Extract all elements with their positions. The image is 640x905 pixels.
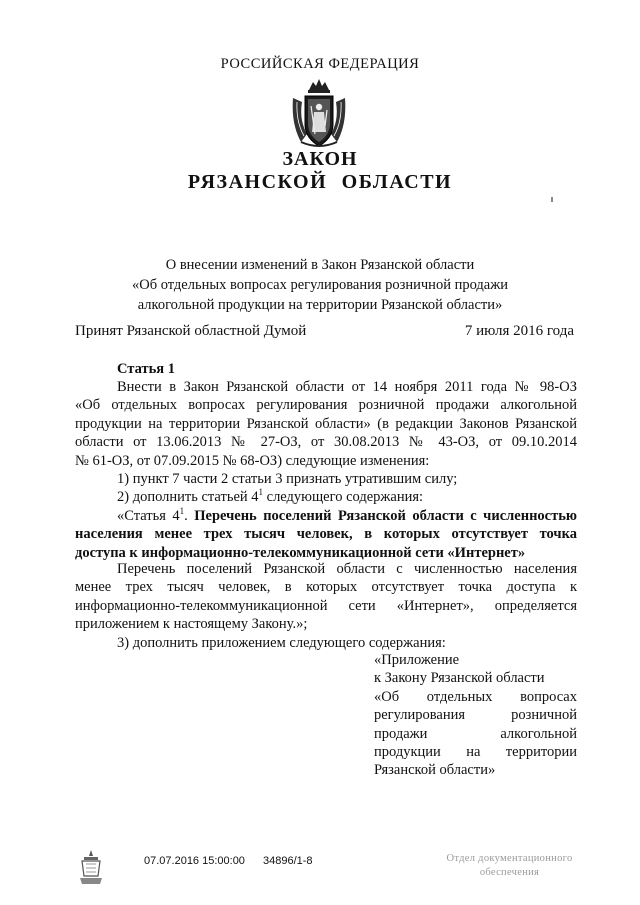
- new-article-title-line: доступа к информационно-телекоммуникационной сети «Интернет»: [75, 544, 526, 561]
- appendix-line: «Приложение: [374, 652, 460, 668]
- law-subject: [0, 255, 640, 315]
- list-item: 3) дополнить приложением следующего содержания:: [117, 634, 446, 651]
- footer-dept-line: Отдел документационного: [446, 853, 573, 864]
- new-article-title: Перечень поселений Рязанской области с численностью: [194, 507, 577, 524]
- superscript: 1: [179, 506, 185, 516]
- article-1-section: [75, 360, 577, 378]
- subject-line: «Об отдельных вопросах регулирования розничной продажи: [131, 277, 509, 293]
- new-article-title-line: населения менее трех тысяч человек, в которых отсутствует точка: [75, 526, 577, 543]
- new-article-prefix: «Статья 4: [117, 507, 180, 524]
- paragraph-line: № 61-ОЗ, от 07.09.2015 № 68-ОЗ) следующие изменения:: [75, 452, 430, 469]
- subject-line: алкогольной продукции на территории Рязанской области»: [137, 297, 503, 313]
- list-item: [75, 488, 577, 506]
- new-article-heading: [75, 507, 577, 525]
- coat-of-arms-icon: [287, 76, 351, 150]
- footer-registration-number: 34896/1-8: [263, 855, 313, 867]
- paragraph-line: области от 13.06.2013 № 27-ОЗ, от 30.08.2013 № 43-ОЗ, от 09.10.2014: [75, 434, 577, 451]
- document-type-title: ЗАКОН: [282, 148, 358, 170]
- list-item-text: 2) дополнить статьей 4: [117, 489, 259, 506]
- article-1-body: [75, 378, 577, 562]
- appendix-line: продажи алкогольной: [374, 725, 577, 742]
- superscript: 1: [258, 487, 264, 498]
- list-item-text: следующего содержания:: [263, 489, 424, 506]
- paragraph-line: Внести в Закон Рязанской области от 14 ноября 2011 года № 98-ОЗ: [117, 379, 577, 395]
- article-4-1-body: [75, 560, 577, 652]
- appendix-line: к Закону Рязанской области: [374, 670, 545, 687]
- country-heading: РОССИЙСКАЯ ФЕДЕРАЦИЯ: [220, 56, 420, 72]
- paragraph-line: Перечень поселений Рязанской области с численностью населения: [117, 561, 577, 577]
- paragraph-line: менее трех тысяч человек, в которых отсутствует точка доступа к: [75, 579, 577, 596]
- article-title: Статья 1: [117, 361, 175, 377]
- registration-stamp-icon: [78, 848, 104, 886]
- subject-line: О внесении изменений в Закон Рязанской области: [165, 257, 475, 273]
- scan-speck: [551, 197, 553, 202]
- adopted-date: 7 июля 2016 года: [464, 323, 574, 339]
- list-item: 1) пункт 7 части 2 статьи 3 признать утратившим силу;: [117, 470, 458, 487]
- appendix-line: продукции на территории: [374, 743, 577, 760]
- paragraph-line: информационно-телекоммуникационной сети «Интернет», определяется: [75, 597, 577, 614]
- region-title: РЯЗАНСКОЙ ОБЛАСТИ: [187, 171, 453, 193]
- paragraph-line: приложением к настоящему Закону.»;: [75, 616, 308, 633]
- footer-datetime: 07.07.2016 15:00:00: [144, 855, 245, 867]
- appendix-line: регулирования розничной: [374, 707, 577, 724]
- appendix-line: «Об отдельных вопросах: [374, 688, 577, 705]
- new-article-dot: .: [184, 507, 195, 524]
- appendix-line: Рязанской области»: [374, 762, 496, 779]
- paragraph-line: продукции на территории Рязанской области» (в редакции Законов Рязанской: [75, 415, 577, 432]
- paragraph-line: «Об отдельных вопросах регулирования розничной продажи алкогольной: [75, 397, 577, 414]
- appendix-header: [374, 651, 577, 780]
- footer-dept-line: обеспечения: [479, 867, 540, 878]
- footer-department-stamp: [432, 852, 587, 880]
- adopted-by: Принят Рязанской областной Думой: [75, 323, 307, 339]
